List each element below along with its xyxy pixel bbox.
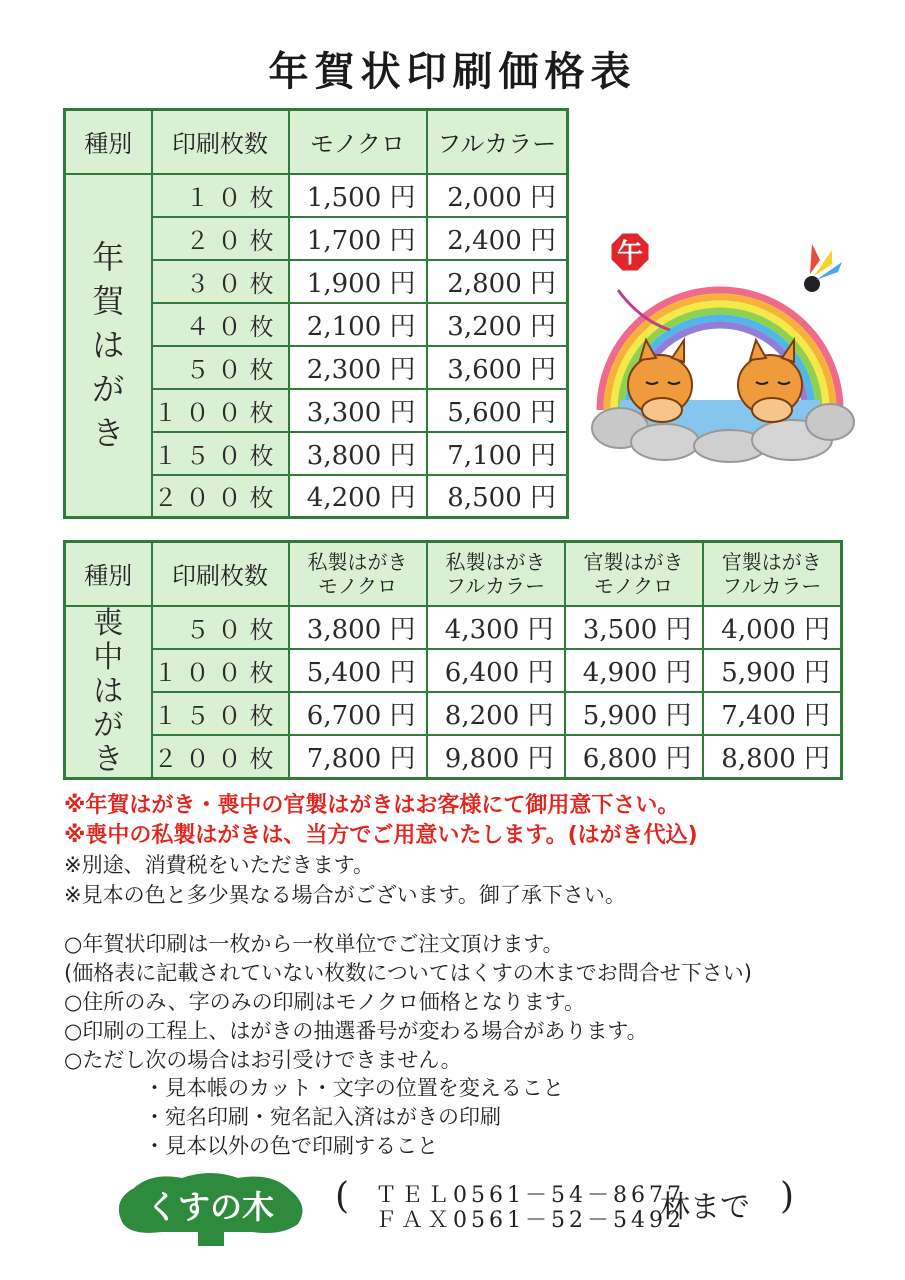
mono-price-cell: 1,500 円	[289, 174, 427, 217]
header-private-mono: 私製はがき モノクロ	[289, 542, 427, 606]
mono-price-cell: 1,700 円	[289, 217, 427, 260]
color-price-cell: 8,500 円	[427, 475, 568, 518]
table-row	[65, 174, 568, 217]
price-cell: 7,400 円	[703, 692, 842, 735]
price-cell: 4,900 円	[565, 649, 703, 692]
info-line: ○ただし次の場合はお引受けできません。	[64, 1048, 462, 1072]
horses-rainbow-onsen-icon	[580, 210, 860, 470]
info-line: ○住所のみ、字のみの印刷はモノクロ価格となります。	[64, 990, 586, 1014]
header-quantity: 印刷枚数	[152, 542, 289, 606]
mono-price-cell: 1,900 円	[289, 260, 427, 303]
price-cell: 5,900 円	[565, 692, 703, 735]
table-row	[65, 692, 842, 735]
tax-note: ※別途、消費税をいただきます。	[64, 853, 374, 877]
restriction-item: ・見本帳のカット・文字の位置を変えること	[144, 1076, 564, 1100]
price-cell: 3,800 円	[289, 606, 427, 649]
kusunoki-logo	[112, 1170, 308, 1248]
table-row	[65, 606, 842, 649]
header-color: フルカラー	[427, 110, 568, 174]
table-row	[65, 735, 842, 778]
header-official-mono: 官製はがき モノクロ	[565, 542, 703, 606]
info-line: ○印刷の工程上、はがきの抽選番号が変わる場合があります。	[64, 1019, 648, 1043]
category-nenga-hagaki: 年 賀 は が き	[65, 174, 152, 518]
quantity-cell: １５０枚	[152, 432, 289, 475]
price-cell: 8,200 円	[427, 692, 565, 735]
quantity-cell: ３０枚	[152, 260, 289, 303]
color-price-cell: 2,800 円	[427, 260, 568, 303]
restriction-item: ・宛名印刷・宛名記入済はがきの印刷	[144, 1105, 501, 1129]
table-header-row	[65, 110, 568, 174]
info-line: ○年賀状印刷は一枚から一枚単位でご注文頂けます。	[64, 932, 564, 956]
table-header-row	[65, 542, 842, 606]
info-line: (価格表に記載されていない枚数についてはくすの木までお問合せ下さい)	[64, 961, 752, 985]
mochu-price-table	[63, 540, 843, 780]
page-title: 年賀状印刷価格表	[268, 49, 637, 95]
color-price-cell: 2,000 円	[427, 174, 568, 217]
header-official-color: 官製はがき フルカラー	[703, 542, 842, 606]
price-cell: 6,700 円	[289, 692, 427, 735]
category-mochu-hagaki: 喪 中 は が き	[65, 606, 152, 779]
header-type: 種別	[65, 542, 152, 606]
header-quantity: 印刷枚数	[152, 110, 289, 174]
quantity-cell: １００枚	[152, 389, 289, 432]
price-cell: 5,400 円	[289, 649, 427, 692]
red-note: ※年賀はがき・喪中の官製はがきはお客様にて御用意下さい。	[64, 793, 680, 818]
mono-price-cell: 3,800 円	[289, 432, 427, 475]
price-cell: 6,800 円	[565, 735, 703, 778]
tel-number: ＴＥＬ0561－54－8677	[375, 1183, 685, 1208]
price-cell: 8,800 円	[703, 735, 842, 778]
svg-text:午: 午	[616, 239, 644, 269]
mono-price-cell: 2,300 円	[289, 346, 427, 389]
price-cell: 7,800 円	[289, 735, 427, 778]
price-cell: 9,800 円	[427, 735, 565, 778]
quantity-cell: ２００枚	[152, 475, 289, 518]
paren-close: )	[780, 1176, 795, 1217]
price-cell: 4,000 円	[703, 606, 842, 649]
quantity-cell: ４０枚	[152, 303, 289, 346]
mono-price-cell: 4,200 円	[289, 475, 427, 518]
color-price-cell: 3,200 円	[427, 303, 568, 346]
contact-name: 林まで	[660, 1190, 750, 1225]
header-type: 種別	[65, 110, 152, 174]
price-cell: 3,500 円	[565, 606, 703, 649]
paren-open: (	[335, 1176, 350, 1217]
quantity-cell: １００枚	[152, 649, 289, 692]
quantity-cell: ５０枚	[152, 346, 289, 389]
color-price-cell: 2,400 円	[427, 217, 568, 260]
restriction-item: ・見本以外の色で印刷すること	[144, 1134, 438, 1158]
quantity-cell: ２００枚	[152, 735, 289, 778]
color-price-cell: 5,600 円	[427, 389, 568, 432]
table-row	[65, 649, 842, 692]
mono-price-cell: 2,100 円	[289, 303, 427, 346]
quantity-cell: １０枚	[152, 174, 289, 217]
nenga-price-table	[63, 108, 569, 519]
price-cell: 4,300 円	[427, 606, 565, 649]
mono-price-cell: 3,300 円	[289, 389, 427, 432]
quantity-cell: １５０枚	[152, 692, 289, 735]
price-cell: 6,400 円	[427, 649, 565, 692]
quantity-cell: ２０枚	[152, 217, 289, 260]
svg-text:くすの木: くすの木	[145, 1188, 275, 1226]
header-mono: モノクロ	[289, 110, 427, 174]
quantity-cell: ５０枚	[152, 606, 289, 649]
fax-number: ＦＡＸ0561－52－5492	[375, 1208, 685, 1233]
color-note: ※見本の色と多少異なる場合がございます。御了承下さい。	[64, 883, 626, 907]
color-price-cell: 3,600 円	[427, 346, 568, 389]
red-note: ※喪中の私製はがきは、当方でご用意いたします。(はがき代込)	[64, 823, 698, 848]
header-private-color: 私製はがき フルカラー	[427, 542, 565, 606]
price-cell: 5,900 円	[703, 649, 842, 692]
color-price-cell: 7,100 円	[427, 432, 568, 475]
